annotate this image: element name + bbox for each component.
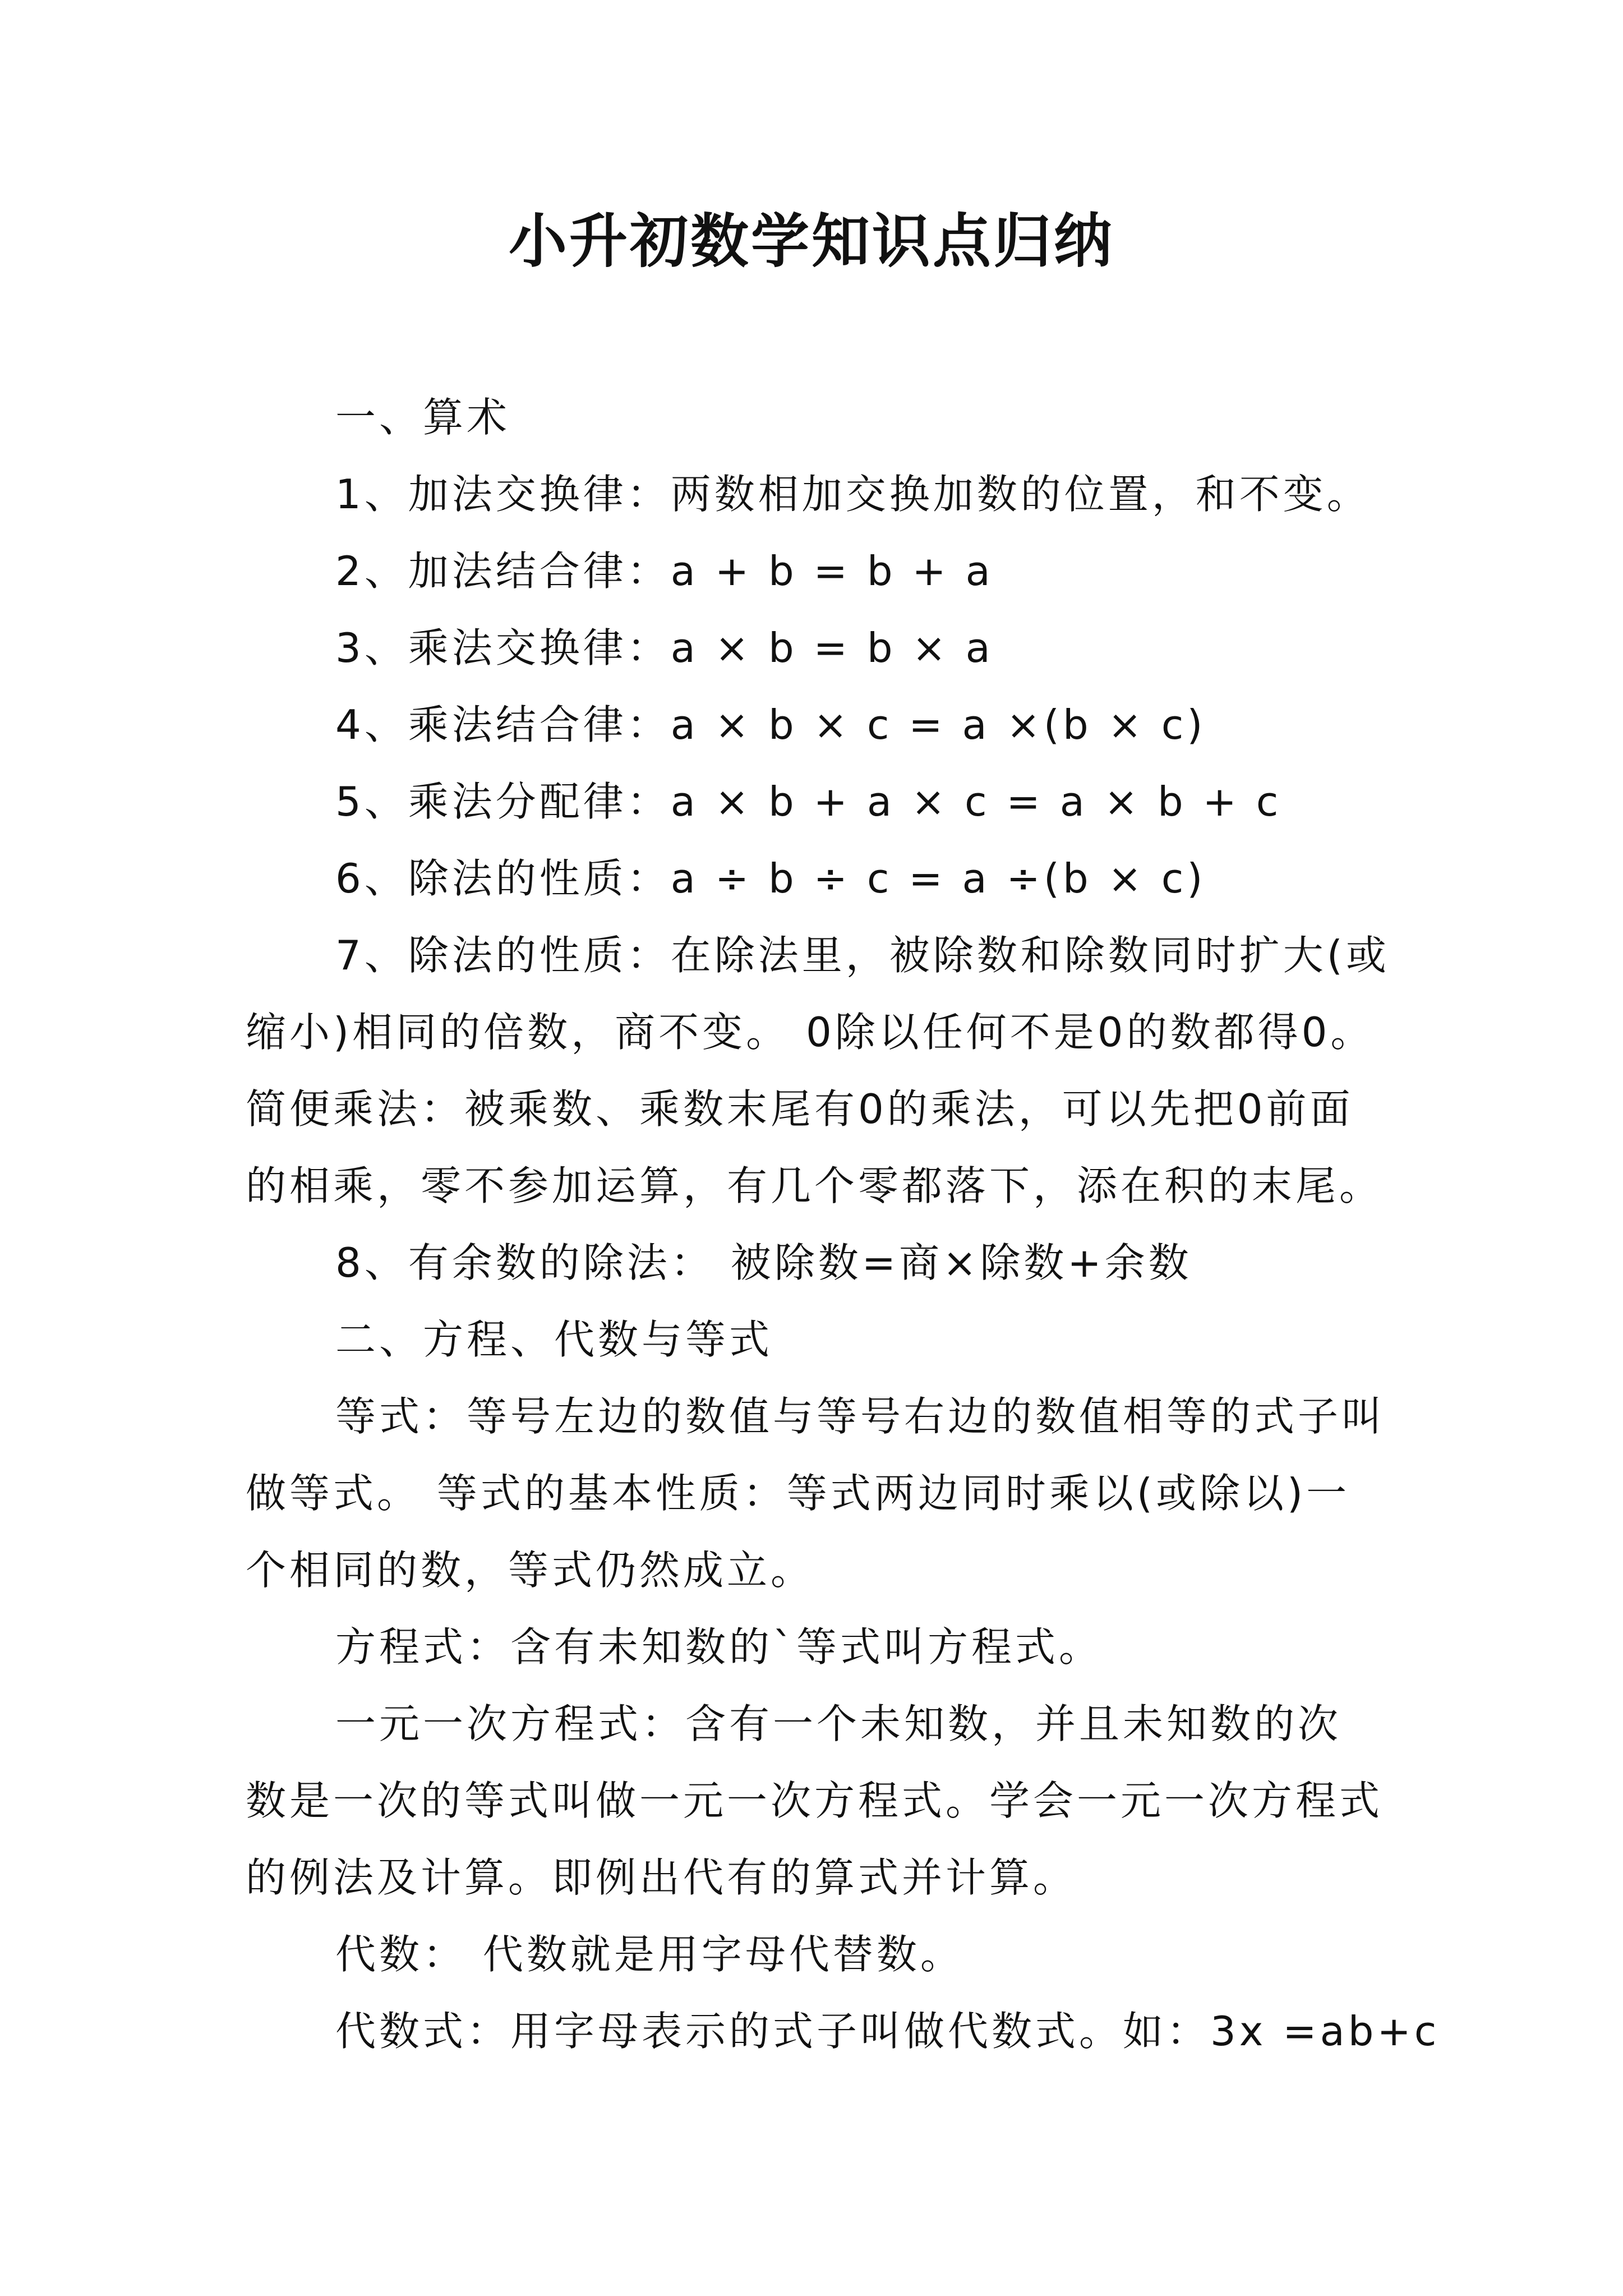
paragraph-line: 的例法及计算。即例出代有的算式并计算。 — [246, 1854, 1077, 1901]
paragraph-line: 做等式。 等式的基本性质：等式两边同时乘以(或除以)一 — [246, 1470, 1350, 1517]
paragraph-line: 2、加法结合律：a + b = b + a — [335, 547, 994, 595]
paragraph-line: 一元一次方程式：含有一个未知数，并且未知数的次 — [335, 1700, 1342, 1747]
paragraph-line: 8、有余数的除法： 被除数=商×除数+余数 — [335, 1239, 1192, 1286]
paragraph-line: 5、乘法分配律：a × b + a × c = a × b + c — [335, 778, 1282, 825]
paragraph-line: 方程式：含有未知数的`等式叫方程式。 — [335, 1623, 1103, 1671]
document-title: 小升初数学知识点归纳 — [508, 206, 1114, 275]
paragraph-line: 等式：等号左边的数值与等号右边的数值相等的式子叫 — [335, 1393, 1386, 1440]
paragraph-line: 代数式：用字母表示的式子叫做代数式。如：3x =ab+c — [335, 2008, 1440, 2055]
paragraph-line: 7、除法的性质：在除法里，被除数和除数同时扩大(或 — [335, 932, 1390, 979]
section-heading-arithmetic: 一、算术 — [335, 394, 511, 441]
paragraph-line: 1、加法交换律：两数相加交换加数的位置，和不变。 — [335, 471, 1371, 518]
paragraph-line: 缩小)相同的倍数，商不变。 0除以任何不是0的数都得0。 — [246, 1009, 1375, 1056]
document-body — [246, 379, 1440, 2070]
paragraph-line: 4、乘法结合律：a × b × c = a ×(b × c) — [335, 701, 1206, 748]
paragraph-line: 简便乘法：被乘数、乘数末尾有0的乘法，可以先把0前面 — [246, 1085, 1354, 1133]
paragraph-line: 6、除法的性质：a ÷ b ÷ c = a ÷(b × c) — [335, 855, 1206, 902]
paragraph-line: 的相乘，零不参加运算，有几个零都落下，添在积的末尾。 — [246, 1162, 1384, 1209]
section-heading-equations: 二、方程、代数与等式 — [335, 1316, 773, 1363]
paragraph-line: 个相同的数，等式仍然成立。 — [246, 1547, 815, 1594]
paragraph-line: 3、乘法交换律：a × b = b × a — [335, 624, 994, 671]
paragraph-line: 代数： 代数就是用字母代替数。 — [335, 1931, 964, 1978]
paragraph-line: 数是一次的等式叫做一元一次方程式。学会一元一次方程式 — [246, 1777, 1384, 1824]
